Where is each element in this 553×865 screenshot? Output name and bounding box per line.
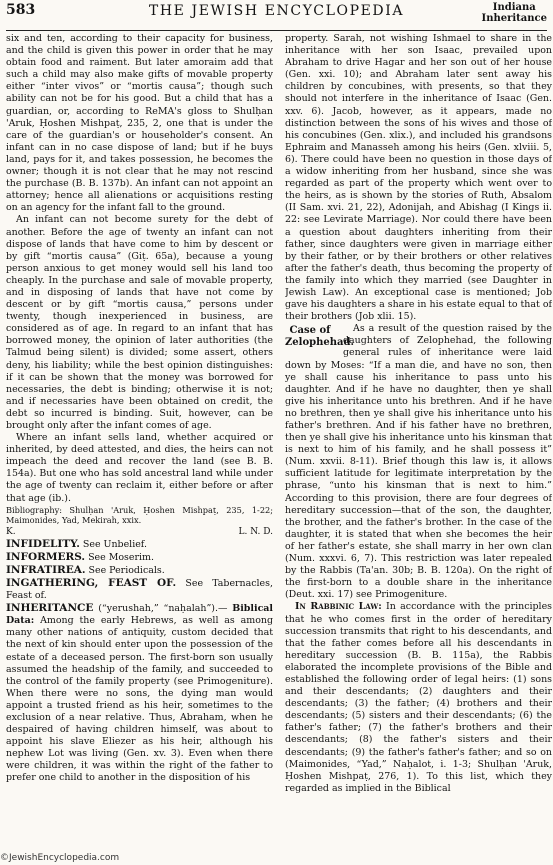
left-column: [6, 33, 273, 845]
paragraph: six and ten, according to their capacity for business, and the child is given this power in order that he may obtain food and raiment. But later amoraim add that such a child may also make gifts of movable property either “inter vivos” or “mortis causa”; though such ability can not be for his good. But a child that has a guardian, or, according to ReMA's gloss to Shulḥan 'Aruk, Ḥoshen Mishpaṭ, 235, 2, one that is under the care of the guardian's or householder's consent. An infant can in no case dispose of land; but if he buys land, pays for it, and takes possession, he becomes the owner; though it is not clear that he may not rescind the purchase (B. B. 137b). An infant can not appoint an attorney; hence all alienations or acquisitions resting on an agency for the infant fall to the ground.: [6, 33, 273, 214]
right-column: [285, 33, 552, 845]
cross-reference: [6, 564, 273, 577]
paragraph: An infant can not become surety for the debt of another. Before the age of twenty an infant can not dispose of lands that have come to him by descent or by gift “mortis causa” (Giṭ. 65a), because a young person anxious to get money would sell his land too cheaply. In the purchase and sale of movable property, and in disposing of lands that have not come by descent or by gift “mortis causa,” persons under twenty, though inexperienced in business, are considered as of age. In regard to an infant that has borrowed money, the opinion of later authorities (the Talmud being silent) is divided; some assert, others deny, his liability; while the best opinion distinguishes: if it can be shown that the money was borrowed for necessaries, the debt is binding; otherwise it is not; and if necessaries have been obtained on credit, the debt so incurred is binding. Suit, however, can be brought only after the infant comes of age.: [6, 214, 273, 431]
xref-target[interactable]: See Unbelief.: [82, 538, 147, 550]
paragraph: property. Sarah, not wishing Ishmael to share in the inheritance with her son Isaac, prevailed upon Abraham to drive Hagar and her son out of her house (Gen. xxi. 10); and Abraham later sent away his children by concubines, with presents, so that they should not interfere in the inheritance of Isaac (Gen. xxv. 6). Jacob, however, as it appears, made no distinction between the sons of his wives and those of his concubines (Gen. xlix.), and included his grandsons Ephraim and Manasseh among his heirs (Gen. xlviii. 5, 6). There could have been no question in those days of a widow inheriting from her husband, since she was regarded as part of the property which went over to the heirs, as is shown by the stories of Ruth, Absalom (II Sam. xvi. 21, 22), Adonijah, and Abishag (I Kings ii. 22: see Levirate Marriage). Nor could there have been a question about daughters inheriting from their father, since daughters were given in marriage either by their father, or by their brothers or other relatives after the father's death, thus becoming the property of the family into which they married (see Daughter in Jewish Law). An exceptional case is mentioned; Job gave his daughters a share in his estate equal to that of their brothers (Job xlii. 15).: [285, 33, 552, 323]
running-head-line2: Inheritance: [481, 13, 547, 24]
page-number: 583: [6, 2, 36, 18]
cross-reference: [6, 551, 273, 564]
cross-reference: [6, 577, 273, 602]
paragraph: Among the early Hebrews, as well as among many other nations of antiquity, custom decided that the next of kin should enter upon the possession of the estate of a deceased person. The first-born son usually assumed the headship of the family, and succeeded to the control of the family property (see Primogeniture). When there were no sons, the dying man would appoint a trusted friend as his heir, sometimes to the exclusion of a near relative. Thus, Abraham, when he despaired of having children himself, was about to appoint his slave Eliezer as his heir, although his nephew Lot was living (Gen. xv. 3). Even when there were children, it was within the right of the father to prefer one child to another in the disposition of his: [6, 615, 273, 784]
author-signature: [6, 526, 273, 538]
section-subhead: Biblical Data:: [6, 603, 273, 627]
rabbinic-section: [285, 601, 552, 795]
signature-author: L. N. D.: [238, 526, 273, 537]
running-head: [482, 2, 547, 24]
xref-head: INFIDELITY.: [6, 537, 80, 550]
page-header: [6, 2, 547, 31]
paragraph: As a result of the question raised by the daughters of Zelophehad, the following general rules of inheritance were laid down by Moses: “If a man die, and have no son, then ye shall cause his inheritance to pass unto his daughter. And if he have no daughter, then ye shall give his inheritance unto his brethren. And if he have no brethren, then ye shall give his inheritance unto his father's brethren. And if his father have no brethren, then ye shall give his inheritance unto his kinsman that is next to him of his family, and he shall possess it” (Num. xxvii. 8-11). Brief though this law is, it allows sufficient latitude for legitimate interpretation by the phrase, “unto his kinsman that is next to him.” According to this provision, there are four degrees of hereditary succession—that of the son, the daughter, the brother, and the father's brother. In the case of the daughter, it is stated that when she becomes the heir of her father's estate, she shall marry in her own clan (Num. xxxvi. 6, 7). This restriction was later repealed by the Rabbis (Ta'an. 30b; B. B. 120a). On the right of the first-born to a double share in the inheritance (Deut. xxi. 17) see Primogeniture.: [285, 323, 552, 601]
paragraph: Where an infant sells land, whether acquired or inherited, by deed attested, and dies, the heirs can not impeach the deed and recover the land (see B. B. 154a). But one who has sold ancestral land while under the age of twenty can reclaim it, either before or after that age (ib.).: [6, 432, 273, 504]
bibliography: Bibliography: Shulḥan 'Aruk, Ḥoshen Mishpaṭ, 235, 1-22; Maimonides, Yad, Mekirah, xxix.: [6, 504, 273, 526]
xref-target[interactable]: See Tabernacles, Feast of.: [6, 577, 273, 602]
cross-reference: [6, 538, 273, 551]
paragraph: In accordance with the principles that he who comes first in the order of hereditary succession transmits that right to his descendants, and that the father comes before all his descendants in hereditary succession (B. B. 115a), the Rabbis elaborated the incomplete provisions of the Bible and established the following order of legal heirs: (1) sons and their descendants; (2) daughters and their descendants; (3) the father; (4) brothers and their descendants; (5) sisters and their descendants; (6) the father's father; (7) the father's brothers and their descendants; (8) the father's sisters and their descendants; (9) the father's father's father; and so on (Maimonides, “Yad,” Naḥalot, i. 1-3; Shulḥan 'Aruk, Ḥoshen Mishpaṭ, 276, 1). To this list, which they regarded as implied in the Biblical: [285, 601, 552, 794]
running-title: THE JEWISH ENCYCLOPEDIA: [148, 3, 405, 19]
margin-note: Case of Zelophehad.: [285, 325, 354, 349]
article-intro: [6, 602, 273, 784]
xref-target[interactable]: See Periodicals.: [88, 564, 165, 576]
xref-target[interactable]: See Moserim.: [88, 551, 154, 563]
signature-initial: K.: [6, 526, 16, 537]
article-gloss: (“yerushah,” “naḥalah”).—: [98, 603, 228, 615]
site-credit: ©JewishEncyclopedia.com: [0, 853, 120, 863]
section-subhead: In Rabbinic Law:: [295, 601, 382, 613]
running-head-line1: Indiana: [492, 2, 536, 13]
article-headword: INHERITANCE: [6, 602, 94, 615]
xref-head: INGATHERING, FEAST OF.: [6, 576, 177, 589]
xref-head: INFORMERS.: [6, 550, 86, 563]
xref-head: INFRATIREA.: [6, 563, 86, 576]
